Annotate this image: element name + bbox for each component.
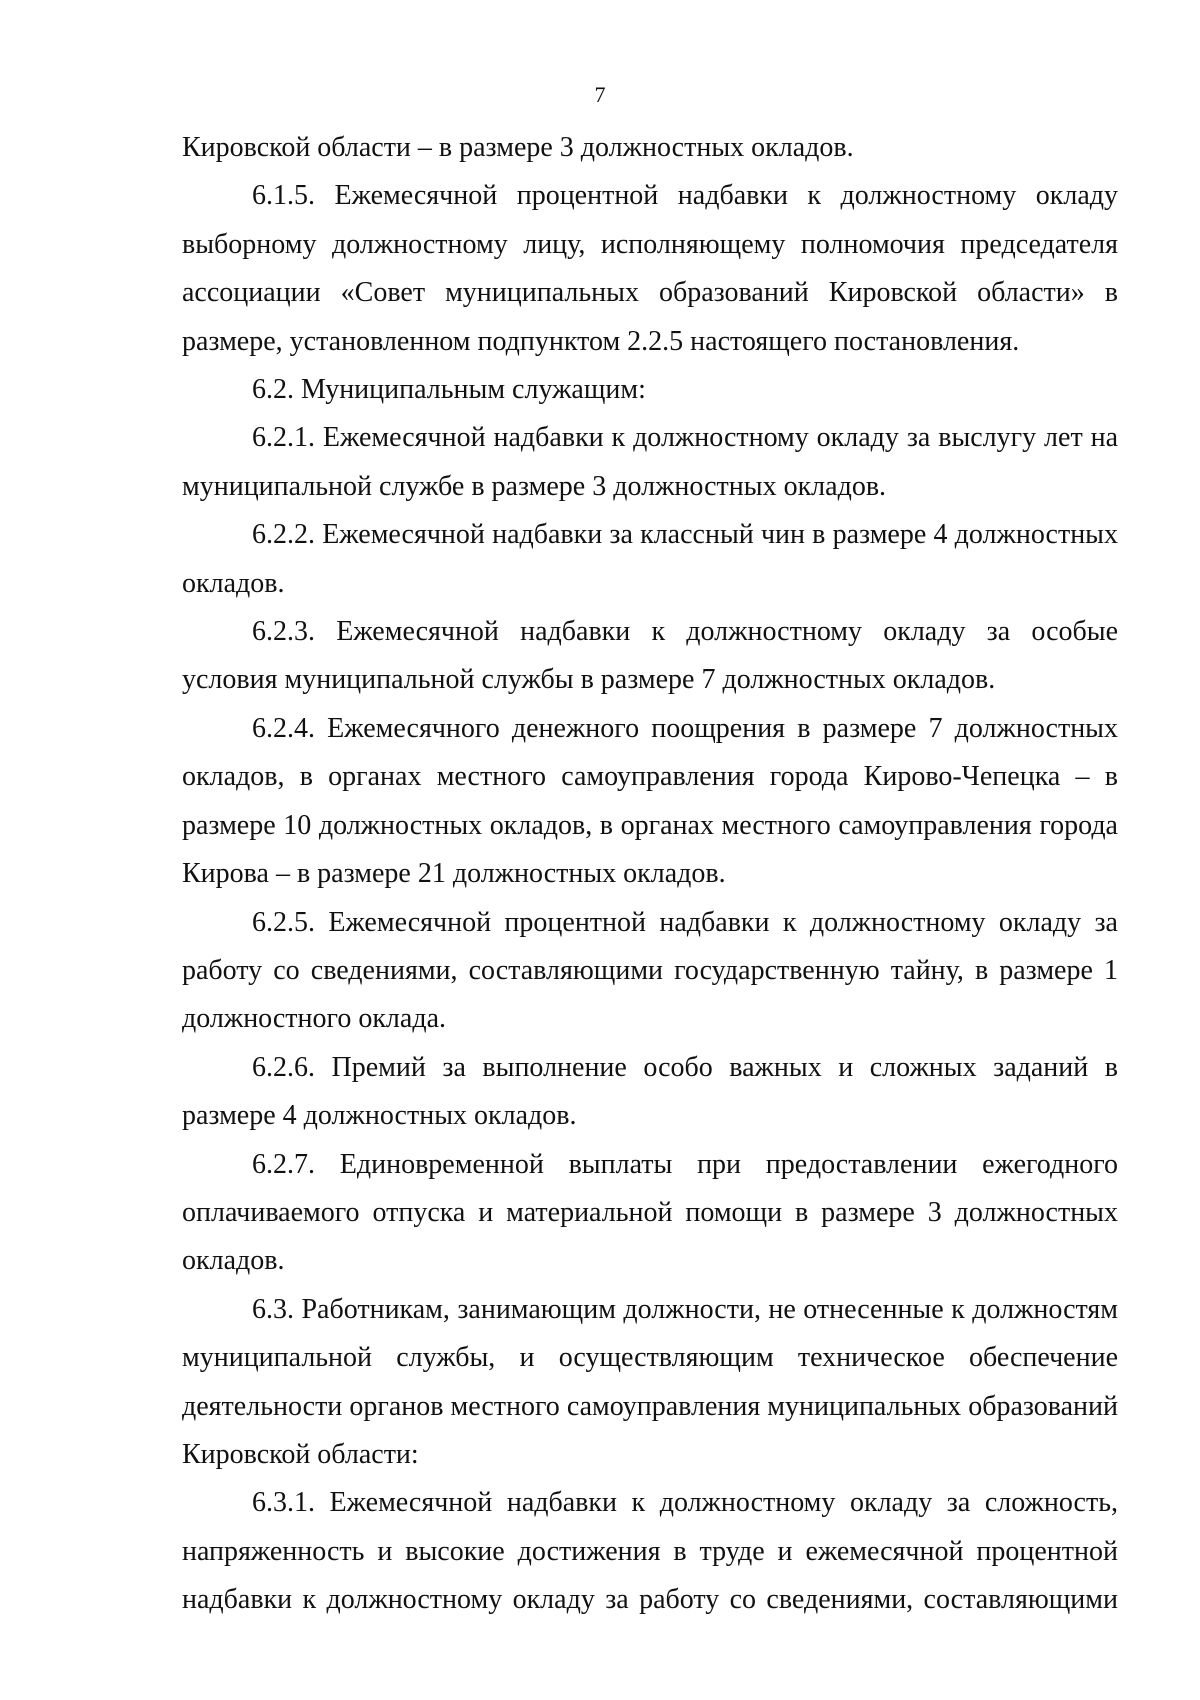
paragraph-6-2-4: 6.2.4. Ежемесячного денежного поощрения в размере 7 должностных окладов, в органах местного самоуправления города Кирово-Чепецка – в размере 10 должностных окладов, в органах местного самоуправления города Кирова – в размере 21 должностных окладов. — [182, 712, 1118, 890]
paragraph-6-1-5: 6.1.5. Ежемесячной процентной надбавки к должностному окладу выборному должностному лицу, исполняющему полномочия председателя ассоциации «Совет муниципальных образований Кировской области» в размере, установленном подпунктом 2.2.5 настоящего постановления. — [182, 180, 1118, 357]
paragraph-6-2-7: 6.2.7. Единовременной выплаты при предоставлении ежегодного оплачиваемого отпуска и материальной помощи в размере 3 должностных окладов. — [182, 1148, 1118, 1277]
paragraph-6-2-5: 6.2.5. Ежемесячной процентной надбавки к должностному окладу за работу со сведениями, составляющими государственную тайну, в размере 1 должностного оклада. — [182, 906, 1118, 1035]
paragraph-6-2-3: 6.2.3. Ежемесячной надбавки к должностному окладу за особые условия муниципальной службы в размере 7 должностных окладов. — [182, 616, 1118, 696]
paragraph-6-2-1: 6.2.1. Ежемесячной надбавки к должностному окладу за выслугу лет на муниципальной службе в размере 3 должностных окладов. — [182, 422, 1118, 502]
document-body — [182, 124, 1118, 1625]
paragraph-6-3: 6.3. Работникам, занимающим должности, не отнесенные к должностям муниципальной службы, и осуществляющим техническое обеспечение деятельности органов местного самоуправления муниципальных образований Кировской области: — [182, 1293, 1118, 1470]
paragraph-6-2-2: 6.2.2. Ежемесячной надбавки за классный чин в размере 4 должностных окладов. — [182, 519, 1118, 599]
paragraph-6-2: 6.2. Муниципальным служащим: — [252, 374, 646, 406]
page-number: 7 — [594, 82, 606, 107]
paragraph-6-3-1: 6.3.1. Ежемесячной надбавки к должностному окладу за сложность, напряженность и высокие достижения в труде и ежемесячной процентной надбавки к должностному окладу за работу со сведениями, составляющими — [182, 1487, 1118, 1616]
paragraph-continuation: Кировской области – в размере 3 должностных окладов. — [182, 132, 854, 163]
paragraph-6-2-6: 6.2.6. Премий за выполнение особо важных и сложных заданий в размере 4 должностных окладов. — [182, 1051, 1118, 1132]
